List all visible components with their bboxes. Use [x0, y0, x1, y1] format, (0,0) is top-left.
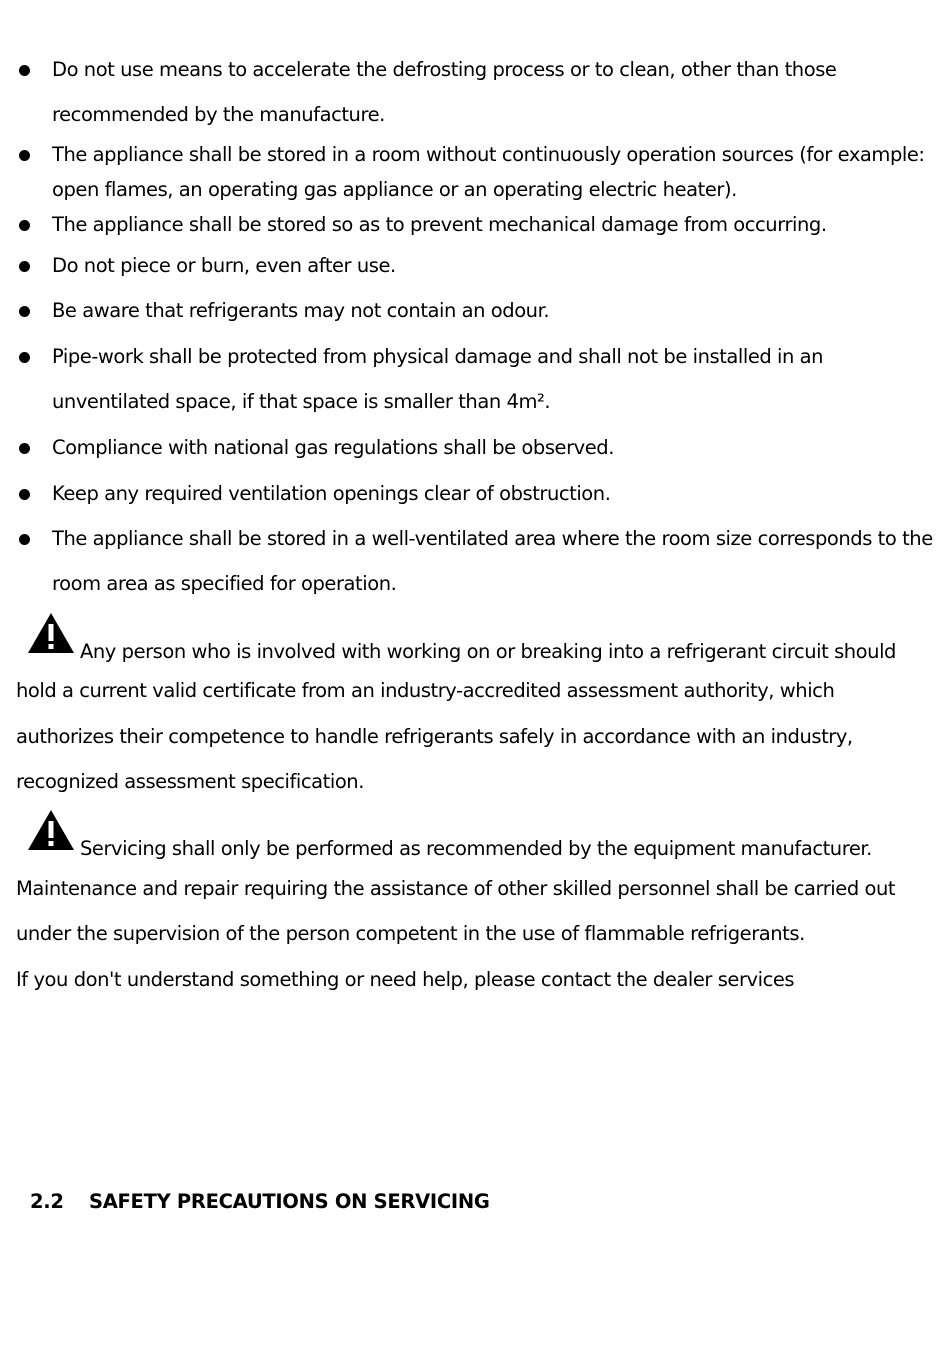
bullet-text: The appliance shall be stored in a room without continuously operation sources (for example: — [52, 143, 925, 166]
bullet-dot — [19, 306, 30, 317]
bullet-text: Pipe-work shall be protected from physical damage and shall not be installed in an — [52, 345, 824, 368]
bullet-dot — [19, 352, 30, 363]
bullet-text: Do not use means to accelerate the defrosting process or to clean, other than those — [52, 58, 837, 81]
section-number: 2.2 — [30, 1190, 64, 1213]
bullet-dot — [19, 534, 30, 545]
bullet-text: Compliance with national gas regulations shall be observed. — [52, 436, 614, 459]
bullet-text: room area as specified for operation. — [52, 572, 397, 595]
bullet-text: The appliance shall be stored in a well-ventilated area where the room size corresponds to the — [52, 527, 933, 550]
bullet-dot — [19, 443, 30, 454]
warning-triangle-icon — [27, 612, 75, 654]
warning-text: Maintenance and repair requiring the assistance of other skilled personnel shall be carried out — [16, 877, 896, 900]
bullet-dot — [19, 65, 30, 76]
warning-text: Servicing shall only be performed as recommended by the equipment manufacturer. — [80, 837, 872, 860]
warning-text: Any person who is involved with working on or breaking into a refrigerant circuit should — [80, 640, 896, 663]
warning-triangle-icon — [27, 809, 75, 851]
section-title: SAFETY PRECAUTIONS ON SERVICING — [89, 1190, 490, 1213]
warning-text: hold a current valid certificate from an industry-accredited assessment authority, which — [16, 679, 835, 702]
bullet-dot — [19, 489, 30, 500]
warning-text: under the supervision of the person competent in the use of flammable refrigerants. — [16, 922, 805, 945]
warning-text: authorizes their competence to handle refrigerants safely in accordance with an industry, — [16, 725, 853, 748]
warning-text: recognized assessment specification. — [16, 770, 364, 793]
bullet-text: Do not piece or burn, even after use. — [52, 254, 396, 277]
bullet-text: Be aware that refrigerants may not contain an odour. — [52, 299, 550, 322]
bullet-dot — [19, 150, 30, 161]
bullet-dot — [19, 220, 30, 231]
bullet-text: unventilated space, if that space is smaller than 4m². — [52, 390, 551, 413]
bullet-text: The appliance shall be stored so as to prevent mechanical damage from occurring. — [52, 213, 827, 236]
help-text: If you don't understand something or need help, please contact the dealer services — [16, 968, 795, 991]
bullet-text: open flames, an operating gas appliance or an operating electric heater). — [52, 178, 737, 201]
bullet-text: Keep any required ventilation openings clear of obstruction. — [52, 482, 611, 505]
bullet-text: recommended by the manufacture. — [52, 103, 385, 126]
bullet-dot — [19, 261, 30, 272]
